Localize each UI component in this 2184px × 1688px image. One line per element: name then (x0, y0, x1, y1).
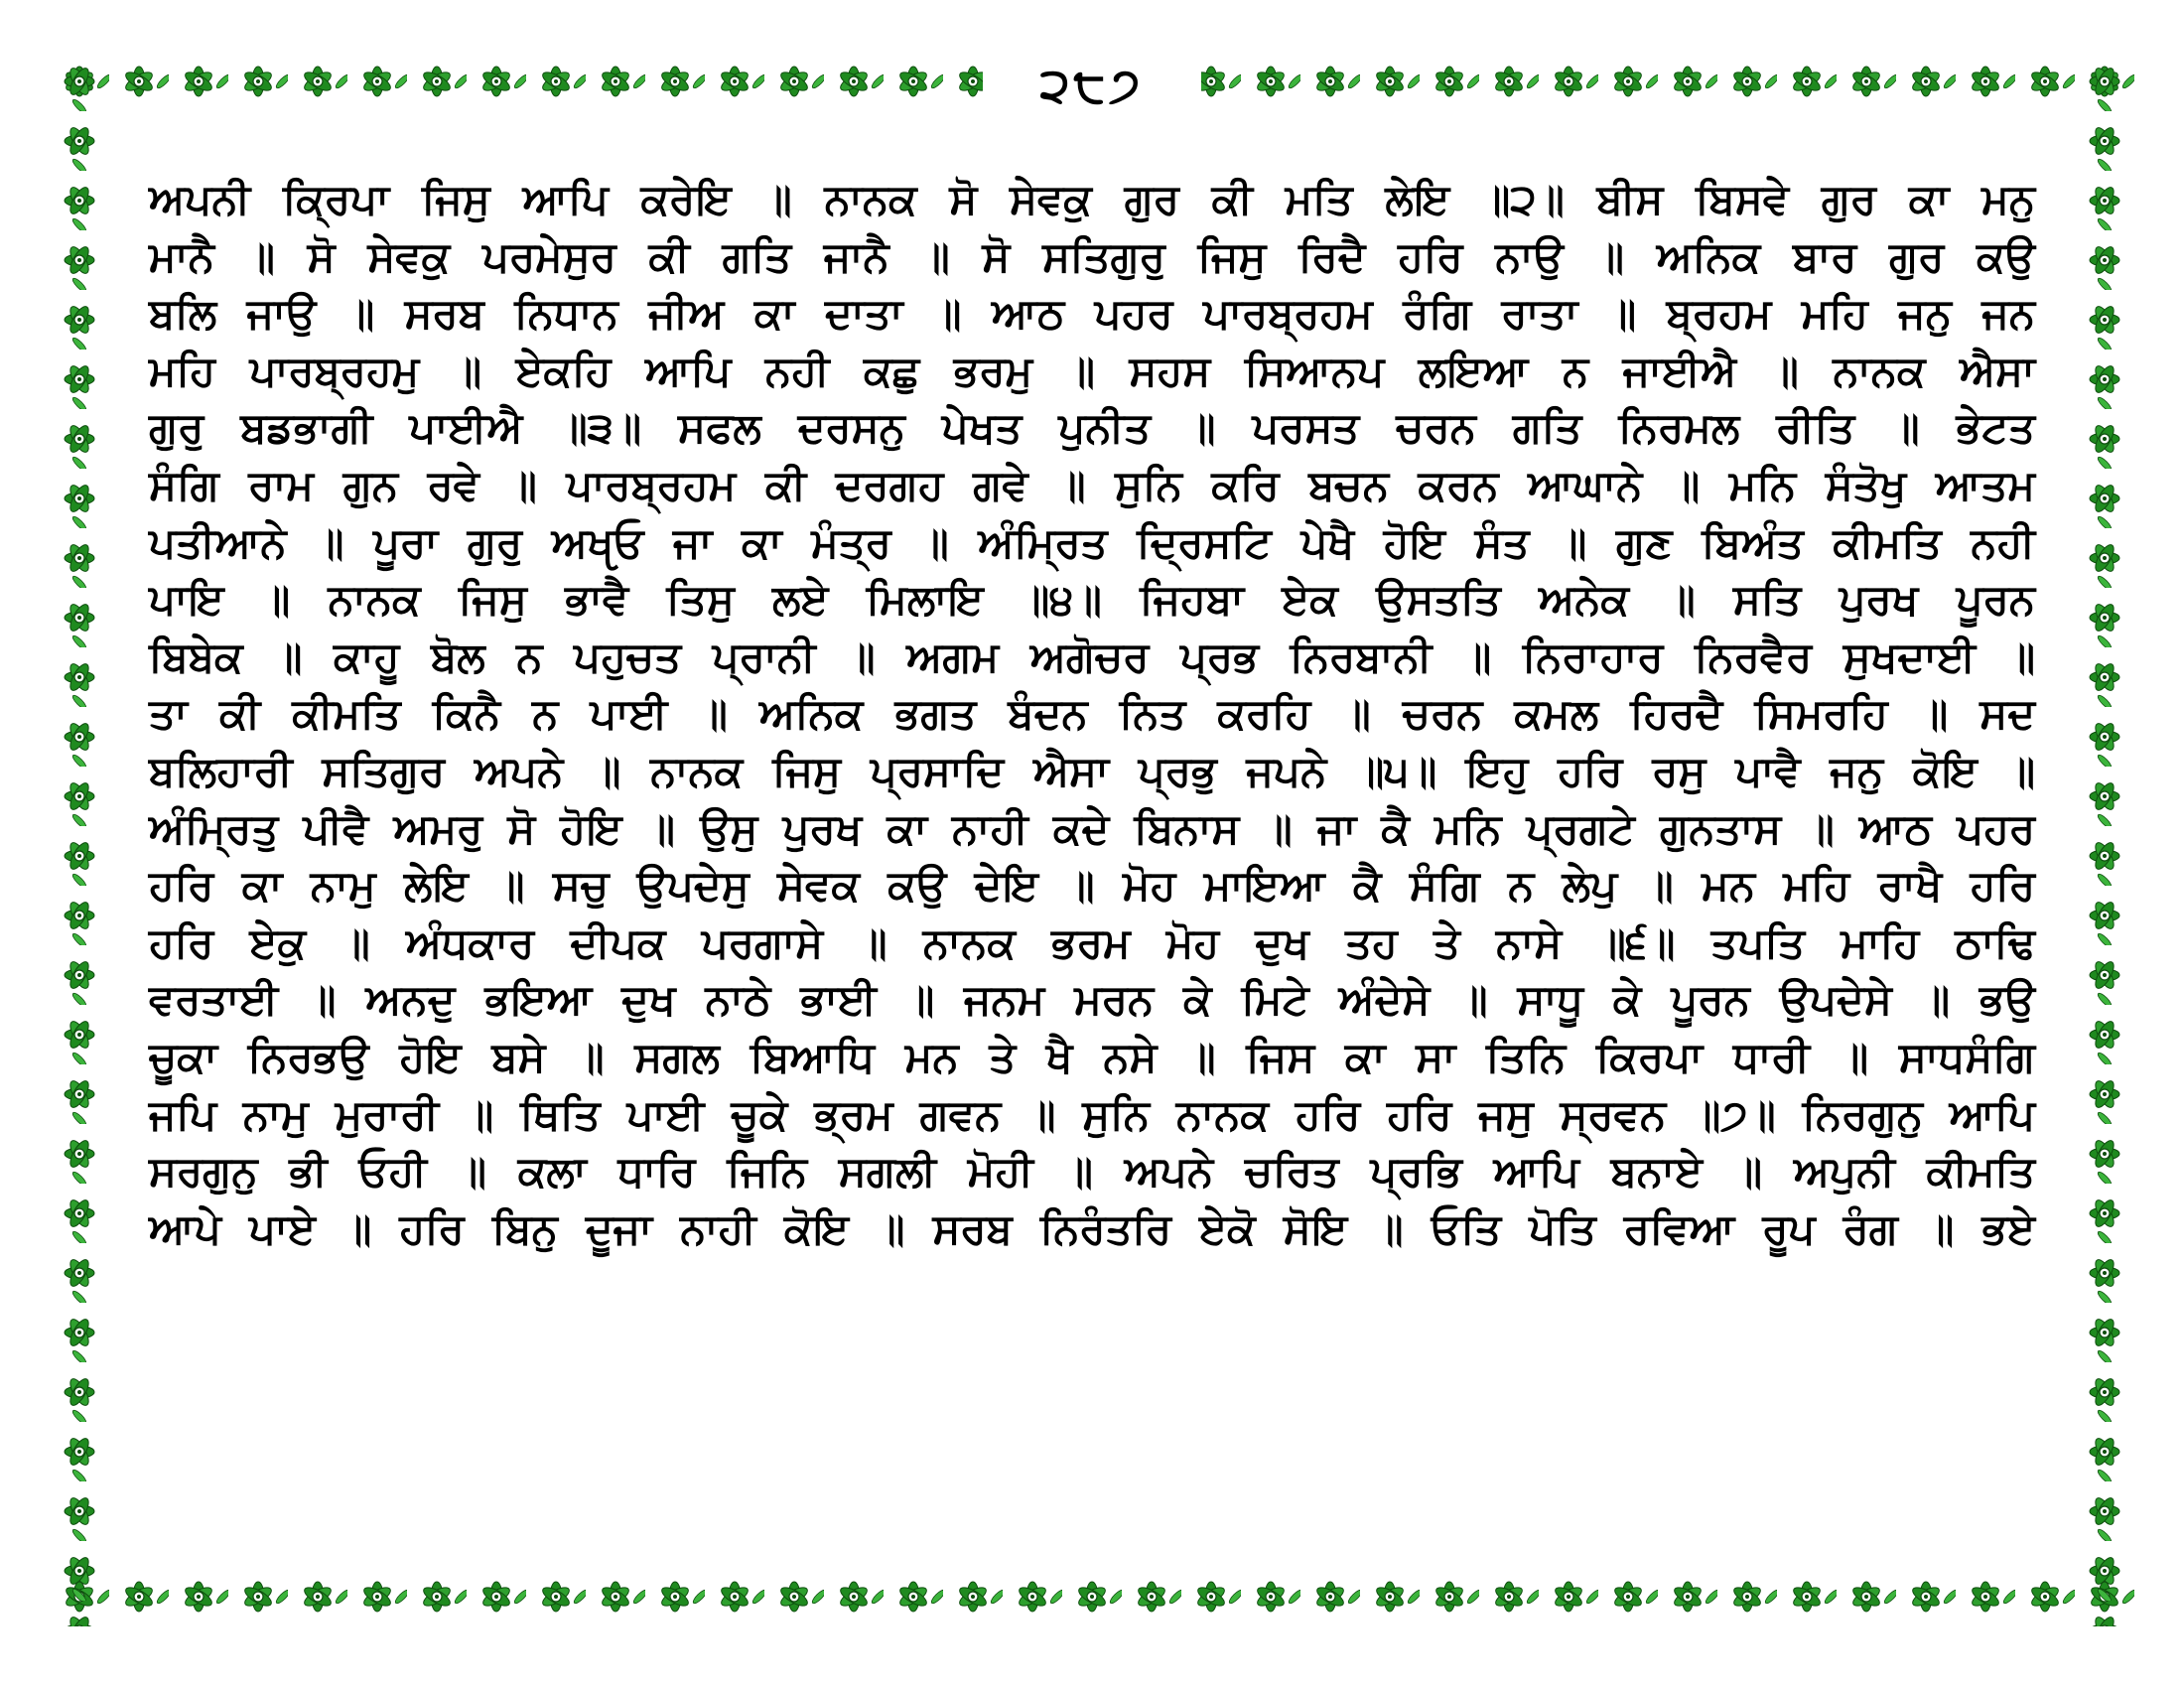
border-left (50, 52, 109, 1626)
text-line: ਗੁਰੁ ਬਡਭਾਗੀ ਪਾਈਐ ॥੩॥ ਸਫਲ ਦਰਸਨੁ ਪੇਖਤ ਪੁਨੀਤ ॥ ਪਰਸਤ ਚਰਨ ਗਤਿ ਨਿਰਮਲ ਰੀਤਿ ॥ ਭੇਟਤ (149, 403, 2035, 453)
border-right (2075, 52, 2134, 1626)
text-line: ਤਾ ਕੀ ਕੀਮਤਿ ਕਿਨੈ ਨ ਪਾਈ ॥ ਅਨਿਕ ਭਗਤ ਬੰਦਨ ਨਿਤ ਕਰਹਿ ॥ ਚਰਨ ਕਮਲ ਹਿਰਦੈ ਸਿਮਰਹਿ ॥ ਸਦ (149, 689, 2035, 739)
text-line: ਹਰਿ ਕਾ ਨਾਮੁ ਲੇਇ ॥ ਸਚੁ ਉਪਦੇਸੁ ਸੇਵਕ ਕਉ ਦੇਇ ॥ ਮੋਹ ਮਾਇਆ ਕੈ ਸੰਗਿ ਨ ਲੇਪੁ ॥ ਮਨ ਮਹਿ ਰਾਖੈ ਹਰਿ (149, 861, 2035, 911)
text-line: ਚੂਕਾ ਨਿਰਭਉ ਹੋਇ ਬਸੇ ॥ ਸਗਲ ਬਿਆਧਿ ਮਨ ਤੇ ਖੈ ਨਸੇ ॥ ਜਿਸ ਕਾ ਸਾ ਤਿਨਿ ਕਿਰਪਾ ਧਾਰੀ ॥ ਸਾਧਸੰਗਿ (149, 1032, 2035, 1081)
scripture-text (149, 171, 2035, 1257)
text-line: ਵਰਤਾਈ ॥ ਅਨਦੁ ਭਇਆ ਦੁਖ ਨਾਠੇ ਭਾਈ ॥ ਜਨਮ ਮਰਨ ਕੇ ਮਿਟੇ ਅੰਦੇਸੇ ॥ ਸਾਧੂ ਕੇ ਪੂਰਨ ਉਪਦੇਸੇ ॥ ਭਉ (149, 975, 2035, 1025)
text-line: ਮਹਿ ਪਾਰਬ੍ਰਹਮੁ ॥ ਏਕਹਿ ਆਪਿ ਨਹੀ ਕਛੁ ਭਰਮੁ ॥ ਸਹਸ ਸਿਆਨਪ ਲਇਆ ਨ ਜਾਈਐ ॥ ਨਾਨਕ ਐਸਾ (149, 346, 2035, 395)
page-number-box (983, 56, 1201, 115)
flower-icon (2075, 52, 2134, 1626)
text-line: ਸੰਗਿ ਰਾਮ ਗੁਨ ਰਵੇ ॥ ਪਾਰਬ੍ਰਹਮ ਕੀ ਦਰਗਹ ਗਵੇ ॥ ਸੁਨਿ ਕਰਿ ਬਚਨ ਕਰਨ ਆਘਾਨੇ ॥ ਮਨਿ ਸੰਤੋਖੁ ਆਤਮ (149, 460, 2035, 509)
text-line: ਬਲਿ ਜਾਉ ॥ ਸਰਬ ਨਿਧਾਨ ਜੀਅ ਕਾ ਦਾਤਾ ॥ ਆਠ ਪਹਰ ਪਾਰਬ੍ਰਹਮ ਰੰਗਿ ਰਾਤਾ ॥ ਬ੍ਰਹਮ ਮਹਿ ਜਨੁ ਜਨ (149, 289, 2035, 339)
text-line: ਆਪੇ ਪਾਏ ॥ ਹਰਿ ਬਿਨੁ ਦੂਜਾ ਨਾਹੀ ਕੋਇ ॥ ਸਰਬ ਨਿਰੰਤਰਿ ਏਕੋ ਸੋਇ ॥ ਓਤਿ ਪੋਤਿ ਰਵਿਆ ਰੂਪ ਰੰਗ ॥ ਭਏ (149, 1203, 2035, 1253)
text-line: ਅੰਮ੍ਰਿਤੁ ਪੀਵੈ ਅਮਰੁ ਸੋ ਹੋਇ ॥ ਉਸੁ ਪੁਰਖ ਕਾ ਨਾਹੀ ਕਦੇ ਬਿਨਾਸ ॥ ਜਾ ਕੈ ਮਨਿ ਪ੍ਰਗਟੇ ਗੁਨਤਾਸ ॥ ਆਠ ਪਹਰ (149, 803, 2035, 853)
text-line: ਮਾਨੈ ॥ ਸੋ ਸੇਵਕੁ ਪਰਮੇਸੁਰ ਕੀ ਗਤਿ ਜਾਨੈ ॥ ਸੋ ਸਤਿਗੁਰੁ ਜਿਸੁ ਰਿਦੈ ਹਰਿ ਨਾਉ ॥ ਅਨਿਕ ਬਾਰ ਗੁਰ ਕਉ (149, 231, 2035, 281)
text-line: ਹਰਿ ਏਕੁ ॥ ਅੰਧਕਾਰ ਦੀਪਕ ਪਰਗਾਸੇ ॥ ਨਾਨਕ ਭਰਮ ਮੋਹ ਦੁਖ ਤਹ ਤੇ ਨਾਸੇ ॥੬॥ ਤਪਤਿ ਮਾਹਿ ਠਾਢਿ (149, 917, 2035, 967)
flower-icon (50, 1567, 2134, 1626)
text-line: ਸਰਗੁਨੁ ਭੀ ਓਹੀ ॥ ਕਲਾ ਧਾਰਿ ਜਿਨਿ ਸਗਲੀ ਮੋਹੀ ॥ ਅਪਨੇ ਚਰਿਤ ਪ੍ਰਭਿ ਆਪਿ ਬਨਾਏ ॥ ਅਪੁਨੀ ਕੀਮਤਿ (149, 1147, 2035, 1196)
page-number: ੨੮੭ (1039, 57, 1145, 113)
text-line: ਬਲਿਹਾਰੀ ਸਤਿਗੁਰ ਅਪਨੇ ॥ ਨਾਨਕ ਜਿਸੁ ਪ੍ਰਸਾਦਿ ਐਸਾ ਪ੍ਰਭੁ ਜਪਨੇ ॥੫॥ ਇਹੁ ਹਰਿ ਰਸੁ ਪਾਵੈ ਜਨੁ ਕੋਇ ॥ (149, 746, 2035, 795)
text-line: ਪਤੀਆਨੇ ॥ ਪੂਰਾ ਗੁਰੁ ਅਖੵਓ ਜਾ ਕਾ ਮੰਤ੍ਰ ॥ ਅੰਮ੍ਰਿਤ ਦ੍ਰਿਸਟਿ ਪੇਖੈ ਹੋਇ ਸੰਤ ॥ ਗੁਣ ਬਿਅੰਤ ਕੀਮਤਿ ਨਹੀ (149, 517, 2035, 567)
border-bottom (50, 1567, 2134, 1626)
flower-icon (50, 52, 109, 1626)
text-line: ਬਿਬੇਕ ॥ ਕਾਹੂ ਬੋਲ ਨ ਪਹੁਚਤ ਪ੍ਰਾਨੀ ॥ ਅਗਮ ਅਗੋਚਰ ਪ੍ਰਭ ਨਿਰਬਾਨੀ ॥ ਨਿਰਾਹਾਰ ਨਿਰਵੈਰ ਸੁਖਦਾਈ ॥ (149, 632, 2035, 681)
text-line: ਜਪਿ ਨਾਮੁ ਮੁਰਾਰੀ ॥ ਥਿਤਿ ਪਾਈ ਚੂਕੇ ਭ੍ਰਮ ਗਵਨ ॥ ਸੁਨਿ ਨਾਨਕ ਹਰਿ ਹਰਿ ਜਸੁ ਸ੍ਰਵਨ ॥੭॥ ਨਿਰਗੁਨੁ ਆਪਿ (149, 1089, 2035, 1139)
text-line: ਪਾਇ ॥ ਨਾਨਕ ਜਿਸੁ ਭਾਵੈ ਤਿਸੁ ਲਏ ਮਿਲਾਇ ॥੪॥ ਜਿਹਬਾ ਏਕ ਉਸਤਤਿ ਅਨੇਕ ॥ ਸਤਿ ਪੁਰਖ ਪੂਰਨ (149, 575, 2035, 625)
text-line: ਅਪਨੀ ਕ੍ਰਿਪਾ ਜਿਸੁ ਆਪਿ ਕਰੇਇ ॥ ਨਾਨਕ ਸੋ ਸੇਵਕੁ ਗੁਰ ਕੀ ਮਤਿ ਲੇਇ ॥੨॥ ਬੀਸ ਬਿਸਵੇ ਗੁਰ ਕਾ ਮਨੁ (149, 175, 2035, 223)
